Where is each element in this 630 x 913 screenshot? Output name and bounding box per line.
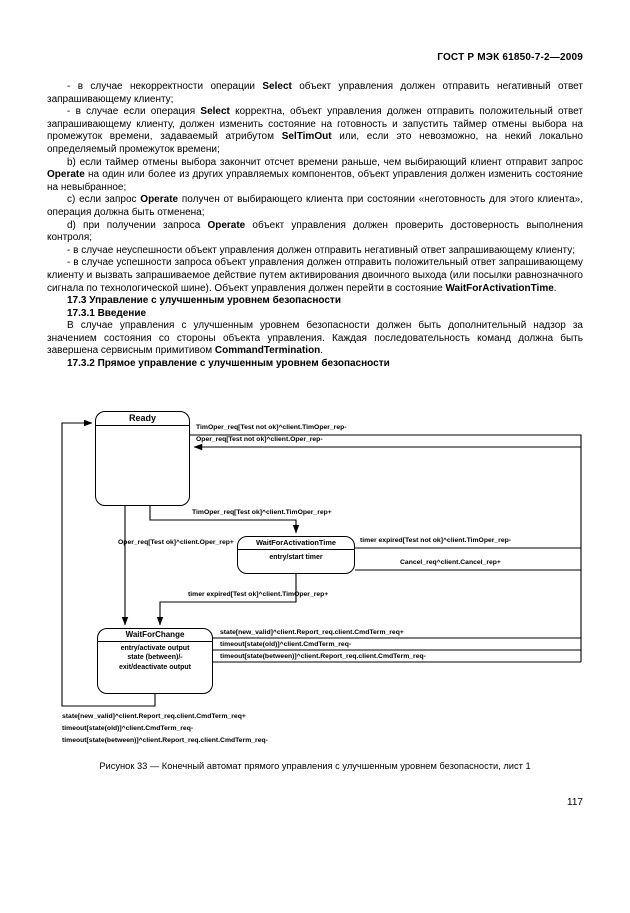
transition-label: timer expired[Test ok]^client.TimOper_rep+ bbox=[188, 590, 329, 598]
paragraph: c) если запрос Operate получен от выбирающего клиента при состоянии «неготовность для этого клиента», операция должна быть отменена; bbox=[47, 194, 583, 218]
state-diagram bbox=[0, 403, 630, 751]
state-wfat-title: WaitForActivationTime bbox=[238, 537, 354, 550]
page-number: 117 bbox=[567, 796, 583, 808]
transition-label: timeout[state(old)]^client.CmdTerm_req- bbox=[220, 640, 352, 648]
transition-label: Oper_req[Test ok]^client.Oper_rep+ bbox=[118, 538, 234, 546]
paragraph: - в случае неуспешности объект управления должен отправить негативный ответ запрашивающему клиенту; bbox=[67, 244, 576, 256]
paragraph: 17.3 Управление с улучшенным уровнем безопасности bbox=[67, 295, 341, 307]
transition-label: Oper_req[Test not ok]^client.Oper_rep- bbox=[196, 435, 323, 443]
state-wfc-state-action: state (between)/- bbox=[127, 654, 183, 662]
transition-label: timeout[state(between)]^client.Report_req.client.CmdTerm_req- bbox=[62, 736, 268, 744]
transition-label: Cancel_req^client.Cancel_rep+ bbox=[400, 558, 501, 566]
transition-label: timeout[state(old)]^client.CmdTerm_req- bbox=[62, 724, 194, 732]
state-wait-for-activation-time bbox=[237, 536, 355, 574]
state-wait-for-change bbox=[97, 628, 213, 694]
paragraph: - в случае некорректности операции Select объект управления должен отправить негативный ответ запрашивающему клиенту; bbox=[47, 81, 583, 105]
transition-label: timer expired[Test not ok]^client.TimOper_rep- bbox=[360, 536, 512, 544]
transition-label: state[new_valid]^client.Report_req.client.CmdTerm_req+ bbox=[220, 628, 404, 636]
state-wfat-entry-action: entry/start timer bbox=[269, 553, 323, 561]
paragraph: В случае управления с улучшенным уровнем безопасности должен быть дополнительный надзор за значением состояния со стороны объекта управления. Каждая последовательность команд должна быть завершена сервисным примитивом CommandTermination. bbox=[47, 320, 583, 357]
body-text bbox=[47, 81, 583, 371]
transition-label: TimOper_req[Test not ok]^client.TimOper_rep- bbox=[196, 423, 347, 431]
doc-header: ГОСТ Р МЭК 61850-7-2—2009 bbox=[437, 52, 583, 63]
paragraph: 17.3.1 Введение bbox=[67, 307, 147, 319]
state-wfc-entry-action: entry/activate output bbox=[120, 644, 190, 652]
paragraph: - в случае успешности запроса объект управления должен отправить положительный ответ запрашивающему клиенту и вызвать запрашиваемое действие путем активирования двоичного выхода (или посылки равнозначного сигнала по технологической шине). Объект управления должен перейти в состояние WaitForActivationTime. bbox=[47, 257, 583, 294]
state-wfc-exit-action: exit/deactivate output bbox=[119, 663, 191, 671]
state-ready-title: Ready bbox=[96, 412, 189, 426]
state-wfc-title: WaitForChange bbox=[98, 629, 212, 642]
paragraph: b) если таймер отмены выбора закончит отсчет времени раньше, чем выбирающий клиент отправит запрос Operate на один или более из других управляемых компонентов, объект управления должен изменить состояние на невыбранное; bbox=[47, 156, 583, 193]
transition-label: TimOper_req[Test ok]^client.TimOper_rep+ bbox=[192, 508, 332, 516]
figure-caption: Рисунок 33 — Конечный автомат прямого управления с улучшенным уровнем безопасности, лист 1 bbox=[99, 760, 531, 771]
transition-label: state[new_valid]^client.Report_req.client.CmdTerm_req+ bbox=[62, 712, 246, 720]
paragraph: - в случае если операция Select корректна, объект управления должен отправить положительный ответ запрашивающему клиенту, должен изменить состояние на готовность и запустить таймер отмены выбора на промежуток времени, задаваемый атрибутом SelTimOut или, если это невозможно, на некий локально определяемый промежуток времени; bbox=[47, 106, 583, 155]
paragraph: 17.3.2 Прямое управление с улучшенным уровнем безопасности bbox=[67, 358, 390, 370]
state-ready bbox=[95, 411, 190, 506]
transition-label: timeout[state(between)]^client.Report_req.client.CmdTerm_req- bbox=[220, 652, 426, 660]
paragraph: d) при получении запроса Operate объект управления должен проверить достоверность выполнения контроля; bbox=[47, 219, 583, 244]
